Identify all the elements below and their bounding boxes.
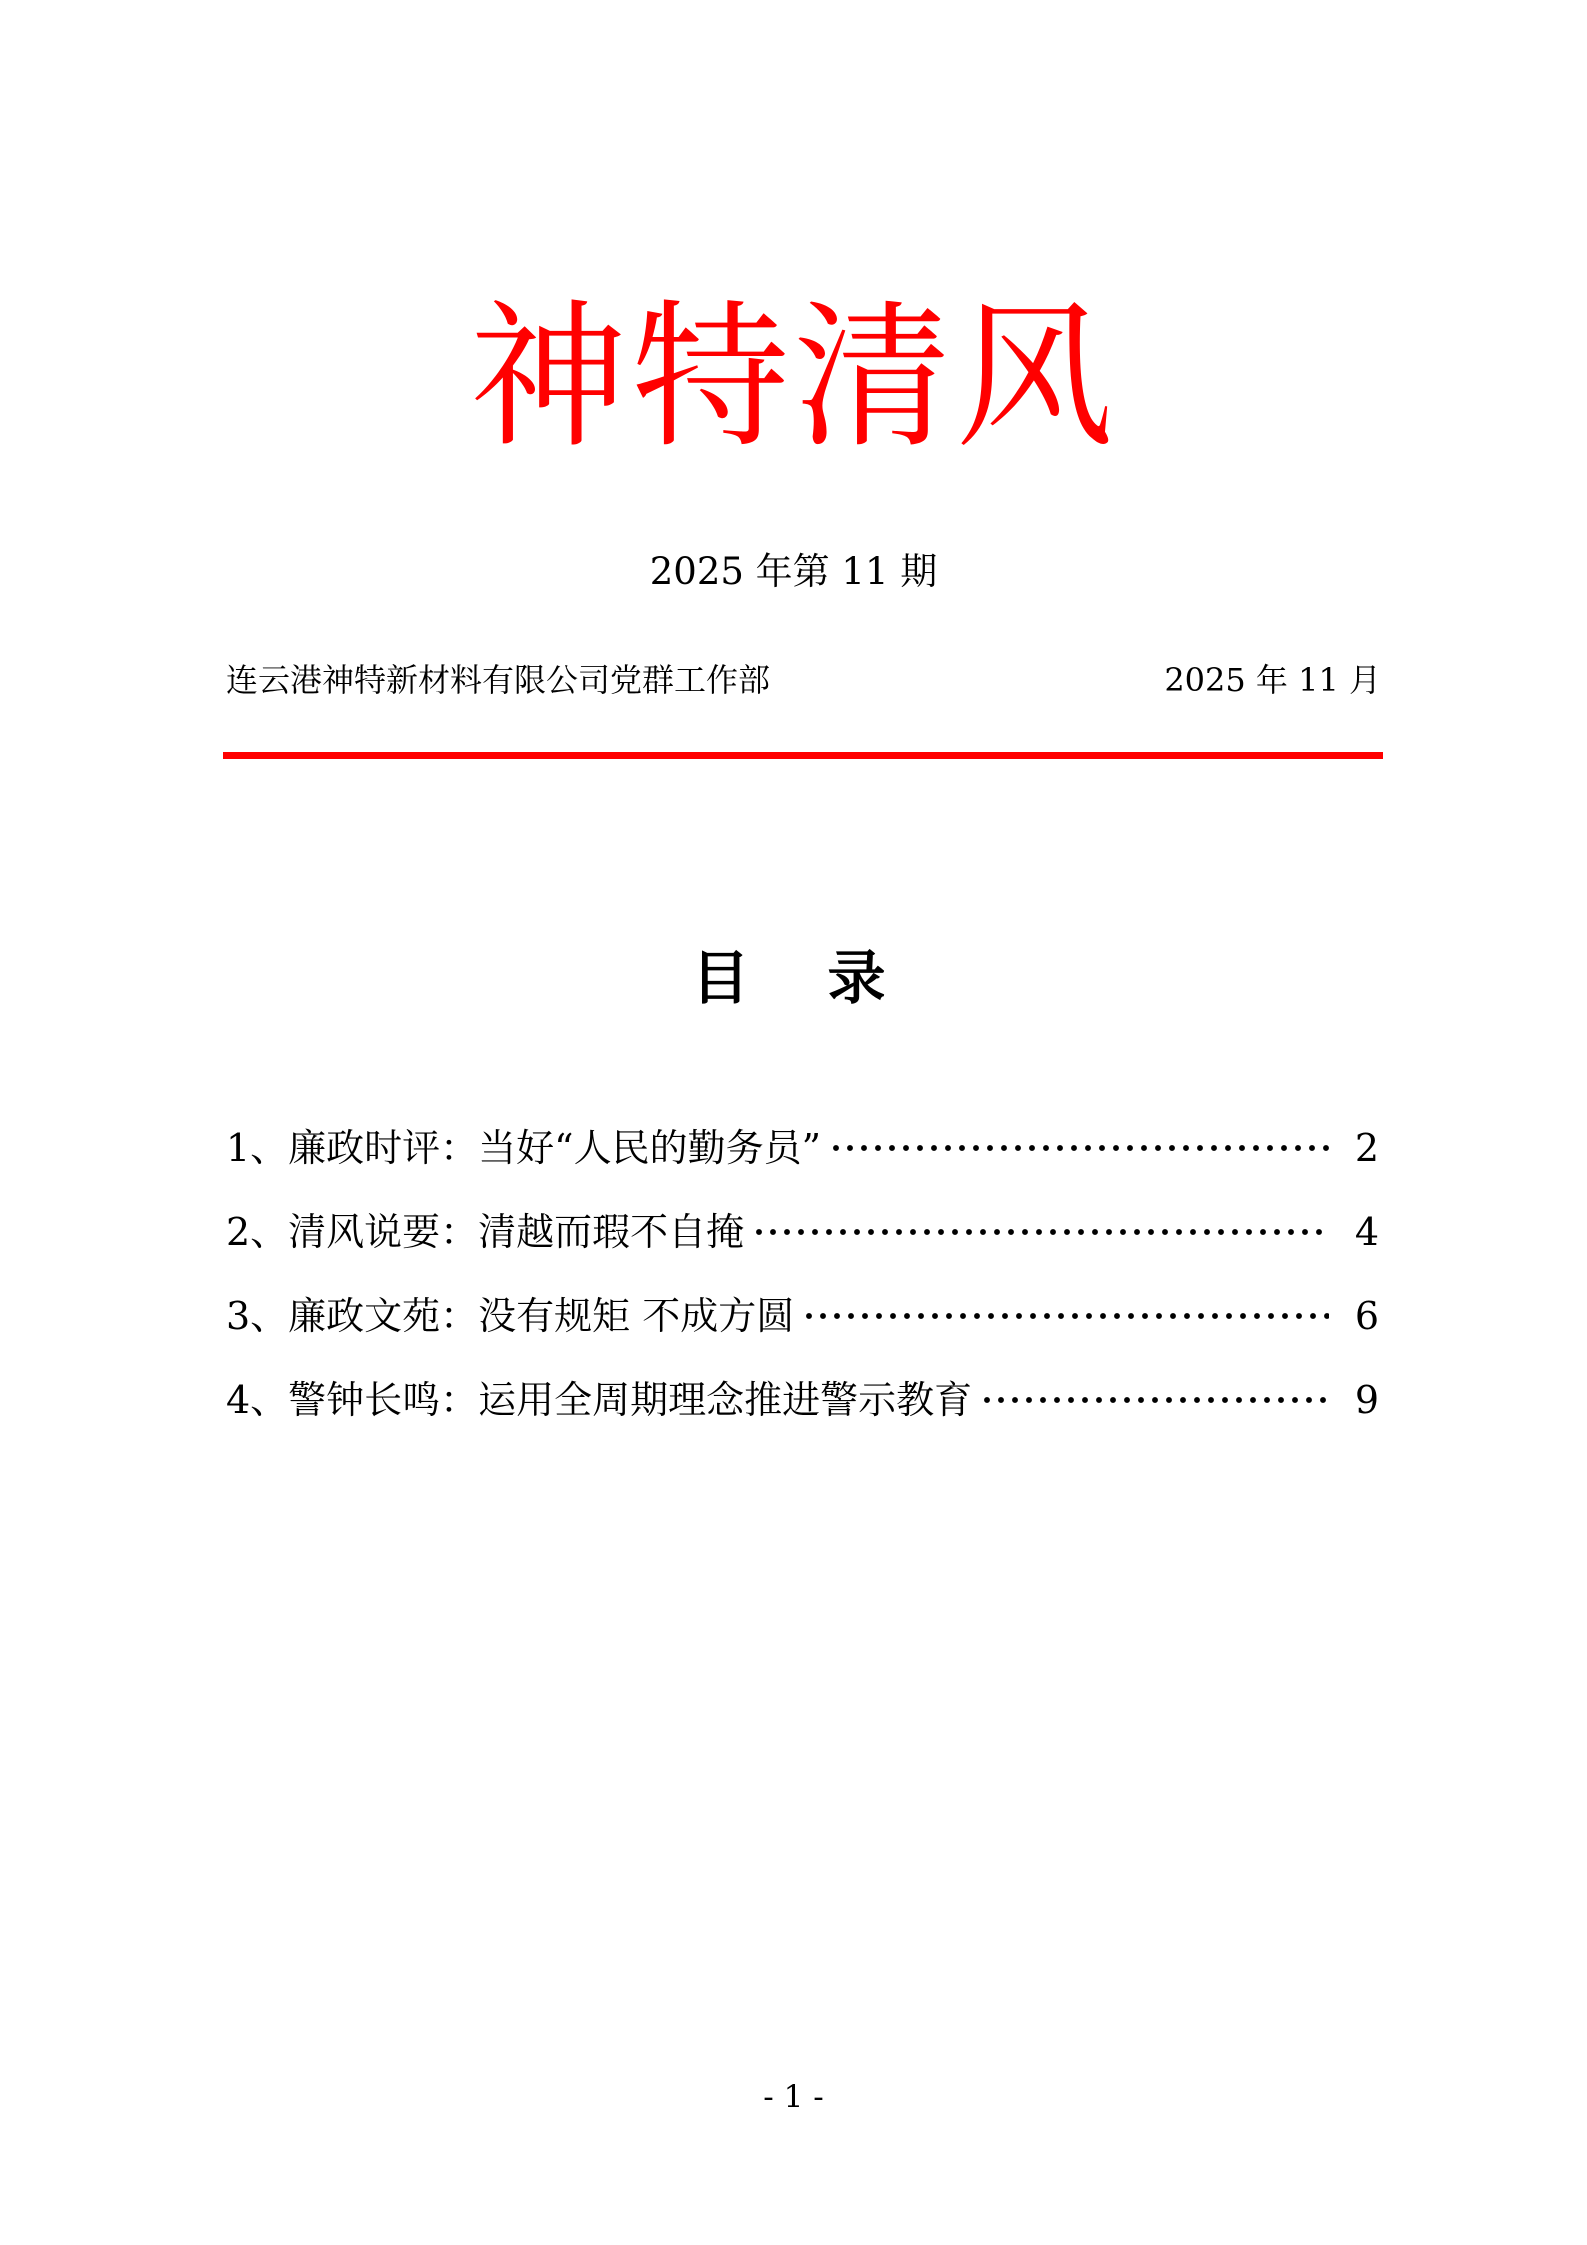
toc-item-label: 1、廉政时评：当好“人民的勤务员”: [226, 1126, 822, 1170]
toc-leader-dots: [980, 1358, 1329, 1442]
toc-leader-dots: [829, 1106, 1329, 1190]
toc-item-label: 3、廉政文苑：没有规矩 不成方圆: [226, 1294, 795, 1338]
masthead-meta-row: [226, 660, 1381, 700]
toc-item: [226, 1106, 1379, 1190]
toc-item: [226, 1358, 1379, 1442]
masthead-divider-rule: [223, 752, 1383, 759]
toc-item-label: 2、清风说要：清越而瑕不自掩: [226, 1210, 745, 1254]
toc-page-number: 6: [1354, 1294, 1379, 1338]
toc-page-number: 4: [1354, 1210, 1379, 1254]
toc-heading: 目 录: [691, 944, 896, 1012]
toc-page-number: 9: [1354, 1378, 1379, 1422]
toc-page-number: 2: [1354, 1126, 1379, 1170]
toc-leader-dots: [752, 1190, 1329, 1274]
toc-item: [226, 1190, 1379, 1274]
publisher-name: 连云港神特新材料有限公司党群工作部: [226, 661, 771, 699]
newsletter-title: 神特清风: [469, 286, 1118, 470]
issue-number: 2025 年第 11 期: [649, 550, 938, 593]
publish-date: 2025 年 11 月: [1164, 661, 1381, 699]
page-number: - 1 -: [763, 2079, 824, 2115]
toc-list: [226, 1106, 1379, 1442]
toc-item: [226, 1274, 1379, 1358]
toc-item-label: 4、警钟长鸣：运用全周期理念推进警示教育: [226, 1378, 973, 1422]
toc-leader-dots: [802, 1274, 1329, 1358]
